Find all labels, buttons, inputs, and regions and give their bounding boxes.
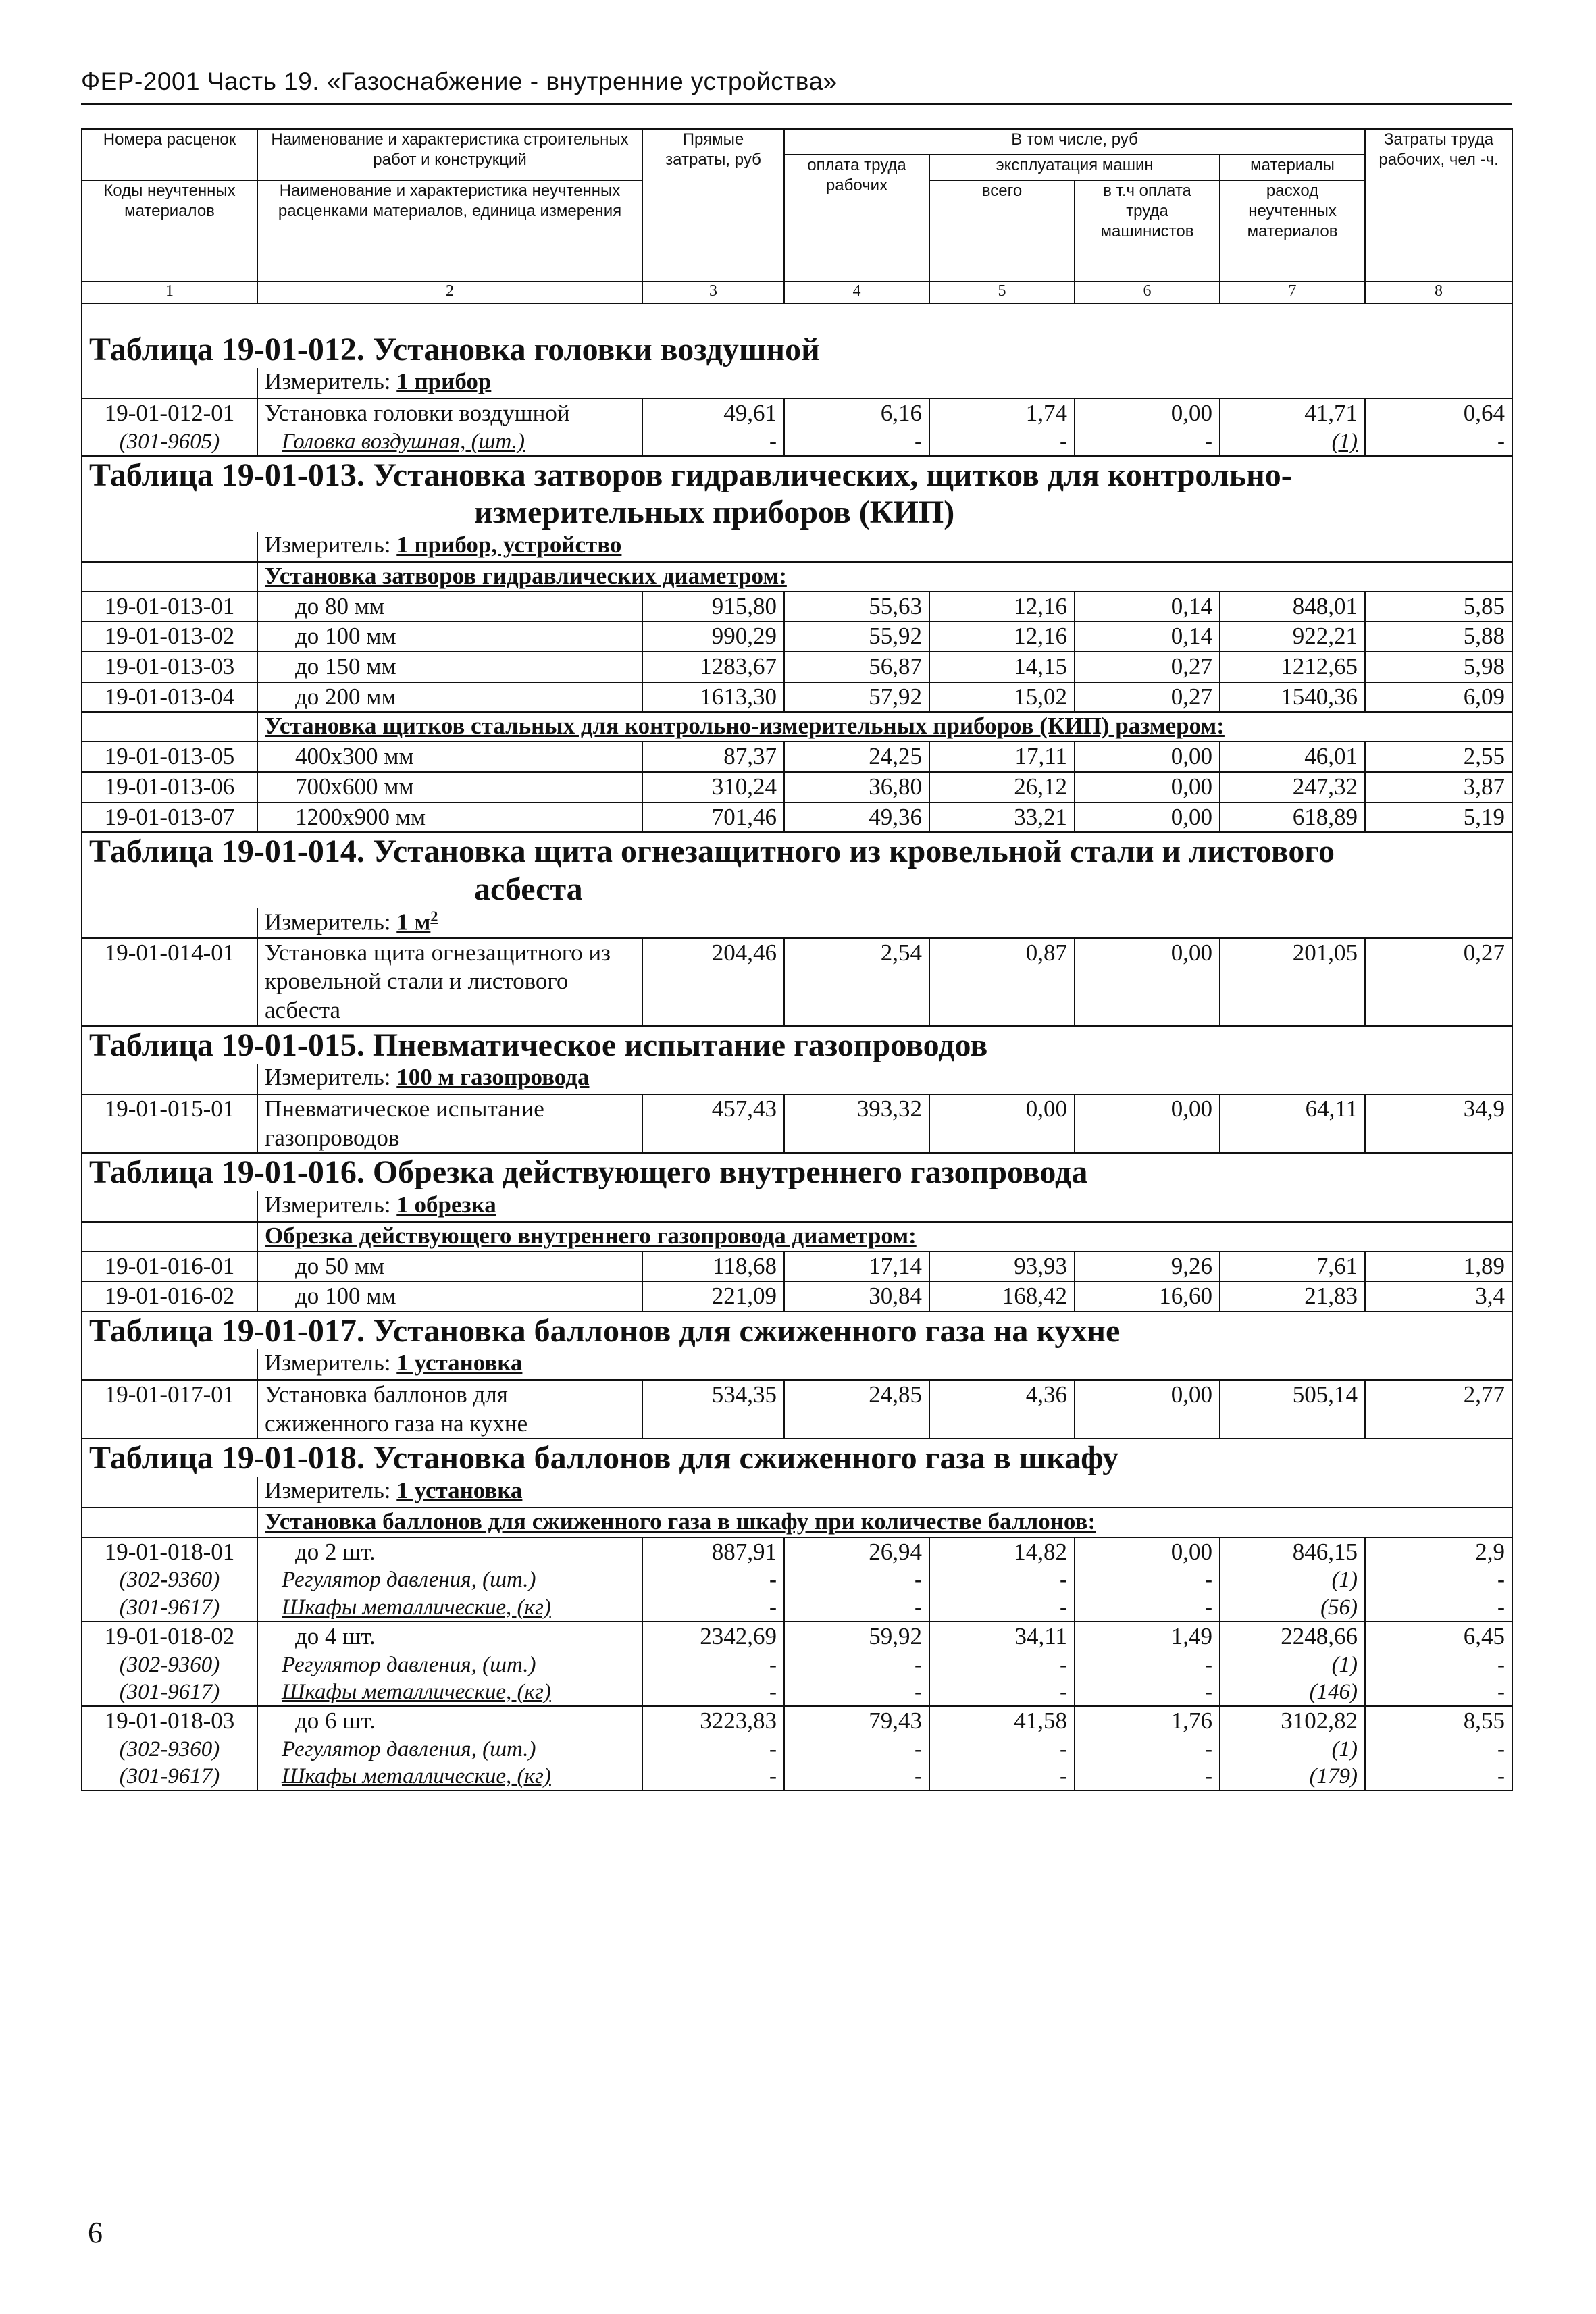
material-value: - <box>929 1651 1075 1678</box>
machines-total: 12,16 <box>929 621 1075 652</box>
material-value: (56) <box>1220 1594 1365 1622</box>
col-number: 6 <box>1075 282 1220 303</box>
table-title <box>82 456 1512 531</box>
page-number: 6 <box>88 2216 103 2249</box>
rate-code: 19-01-014-01 <box>82 938 257 1026</box>
rate-name: до 50 мм <box>257 1252 642 1282</box>
material-value: - <box>784 1763 929 1791</box>
materials: 201,05 <box>1220 938 1365 1026</box>
material-name: Головка воздушная, (шт.) <box>257 428 642 456</box>
measure-value: 1 обрезка <box>396 1191 496 1218</box>
operator-wages: 0,00 <box>1075 802 1220 833</box>
material-value: - <box>1365 1566 1512 1593</box>
materials: 618,89 <box>1220 802 1365 833</box>
material-value: (1) <box>1220 1651 1365 1678</box>
machines-total: 1,74 <box>929 398 1075 428</box>
col-header-rate-numbers: Номера расценок <box>82 129 257 180</box>
rate-name: до 150 мм <box>257 652 642 682</box>
direct-costs: 915,80 <box>642 592 784 622</box>
materials: 41,71 <box>1220 398 1365 428</box>
rate-code: 19-01-018-03 <box>82 1706 257 1736</box>
material-value: - <box>929 1678 1075 1706</box>
material-value: (146) <box>1220 1678 1365 1706</box>
table-row <box>82 772 1512 802</box>
page-header-title: ФЕР-2001 Часть 19. «Газоснабжение - внутренние устройства» <box>81 68 838 95</box>
wages: 2,54 <box>784 938 929 1026</box>
col-number: 5 <box>929 282 1075 303</box>
material-value: - <box>1075 1678 1220 1706</box>
labor: 1,89 <box>1365 1252 1512 1282</box>
materials: 846,15 <box>1220 1537 1365 1567</box>
operator-wages: 1,76 <box>1075 1706 1220 1736</box>
material-value: (1) <box>1220 1566 1365 1593</box>
col-header-material-names: Наименование и характеристика неучтенных расценками материалов, единица измерения <box>257 180 642 282</box>
operator-wages: 0,00 <box>1075 1537 1220 1567</box>
labor: 0,64 <box>1365 398 1512 428</box>
direct-costs: 1613,30 <box>642 682 784 713</box>
material-name: Регулятор давления, (шт.) <box>257 1651 642 1678</box>
rates-table <box>81 128 1513 1791</box>
table-row <box>82 1094 1512 1153</box>
labor: 5,19 <box>1365 802 1512 833</box>
machines-total: 14,82 <box>929 1537 1075 1567</box>
table-title-line2: измерительных приборов (КИП) <box>474 494 955 531</box>
direct-costs: 118,68 <box>642 1252 784 1282</box>
material-code: (301-9617) <box>82 1763 257 1791</box>
rate-code: 19-01-017-01 <box>82 1380 257 1439</box>
col-header-operator-wages: в т.ч оплата труда машинистов <box>1075 180 1220 282</box>
material-name: Шкафы металлические, (кг) <box>257 1594 642 1622</box>
material-value: - <box>642 1566 784 1593</box>
rate-code: 19-01-016-01 <box>82 1252 257 1282</box>
direct-costs: 887,91 <box>642 1537 784 1567</box>
rate-name: до 100 мм <box>257 621 642 652</box>
material-value: - <box>929 428 1075 456</box>
table-row <box>82 621 1512 652</box>
material-value: - <box>642 1736 784 1763</box>
rate-code: 19-01-013-02 <box>82 621 257 652</box>
table-row <box>82 652 1512 682</box>
table-title: Таблица 19-01-015. Пневматическое испытание газопроводов <box>82 1026 1512 1064</box>
rate-name: Установка баллонов для сжиженного газа на кухне <box>257 1380 642 1439</box>
material-code: (302-9360) <box>82 1651 257 1678</box>
operator-wages: 0,00 <box>1075 1380 1220 1439</box>
labor: 3,87 <box>1365 772 1512 802</box>
measure-label: Измеритель: <box>265 1476 397 1503</box>
col-number: 4 <box>784 282 929 303</box>
material-value: - <box>784 1566 929 1593</box>
material-value: - <box>1365 428 1512 456</box>
header-rule <box>81 103 1512 105</box>
labor: 34,9 <box>1365 1094 1512 1153</box>
direct-costs: 2342,69 <box>642 1622 784 1651</box>
material-value: - <box>642 1763 784 1791</box>
operator-wages: 1,49 <box>1075 1622 1220 1651</box>
direct-costs: 990,29 <box>642 621 784 652</box>
labor: 0,27 <box>1365 938 1512 1026</box>
material-code: (302-9360) <box>82 1566 257 1593</box>
operator-wages: 0,00 <box>1075 398 1220 428</box>
col-number: 7 <box>1220 282 1365 303</box>
col-number: 1 <box>82 282 257 303</box>
labor: 6,45 <box>1365 1622 1512 1651</box>
operator-wages: 0,00 <box>1075 742 1220 772</box>
wages: 6,16 <box>784 398 929 428</box>
direct-costs: 49,61 <box>642 398 784 428</box>
material-code: (302-9360) <box>82 1736 257 1763</box>
wages: 59,92 <box>784 1622 929 1651</box>
material-value: - <box>1075 1651 1220 1678</box>
wages: 57,92 <box>784 682 929 713</box>
col-header-material-codes: Коды неучтенных материалов <box>82 180 257 282</box>
table-title: Таблица 19-01-012. Установка головки воздушной <box>82 303 1512 368</box>
material-value: - <box>642 1594 784 1622</box>
wages: 30,84 <box>784 1281 929 1312</box>
operator-wages: 0,00 <box>1075 772 1220 802</box>
materials: 505,14 <box>1220 1380 1365 1439</box>
material-value: - <box>784 428 929 456</box>
materials: 3102,82 <box>1220 1706 1365 1736</box>
col-header-work-name: Наименование и характеристика строительных работ и конструкций <box>257 129 642 180</box>
machines-total: 0,00 <box>929 1094 1075 1153</box>
rate-name: до 100 мм <box>257 1281 642 1312</box>
rate-code: 19-01-016-02 <box>82 1281 257 1312</box>
col-header-labor: Затраты труда рабочих, чел -ч. <box>1365 129 1512 282</box>
table-row <box>82 1537 1512 1567</box>
measure-value: 1 установка <box>396 1476 523 1503</box>
labor: 3,4 <box>1365 1281 1512 1312</box>
material-value: - <box>1075 1763 1220 1791</box>
wages: 49,36 <box>784 802 929 833</box>
machines-total: 93,93 <box>929 1252 1075 1282</box>
wages: 26,94 <box>784 1537 929 1567</box>
table-row <box>82 1380 1512 1439</box>
subheading: Установка баллонов для сжиженного газа в шкафу при количестве баллонов: <box>265 1508 1096 1535</box>
material-value: - <box>1075 1566 1220 1593</box>
measure-value: 1 м <box>396 908 431 935</box>
material-code: (301-9617) <box>82 1594 257 1622</box>
material-code: (301-9617) <box>82 1678 257 1706</box>
material-name: Регулятор давления, (шт.) <box>257 1566 642 1593</box>
materials: 1540,36 <box>1220 682 1365 713</box>
table-title-line2: асбеста <box>474 871 583 907</box>
material-value: - <box>929 1736 1075 1763</box>
col-number: 8 <box>1365 282 1512 303</box>
machines-total: 14,15 <box>929 652 1075 682</box>
col-number: 2 <box>257 282 642 303</box>
col-header-machines: эксплуатация машин <box>929 155 1220 180</box>
labor: 2,77 <box>1365 1380 1512 1439</box>
machines-total: 168,42 <box>929 1281 1075 1312</box>
material-value: - <box>642 1651 784 1678</box>
direct-costs: 3223,83 <box>642 1706 784 1736</box>
subheading: Обрезка действующего внутреннего газопровода диаметром: <box>265 1222 917 1249</box>
table-row <box>82 1281 1512 1312</box>
wages: 36,80 <box>784 772 929 802</box>
measure-label: Измеритель: <box>265 908 397 935</box>
rate-code: 19-01-015-01 <box>82 1094 257 1153</box>
material-row <box>82 1678 1512 1706</box>
operator-wages: 0,27 <box>1075 682 1220 713</box>
operator-wages: 16,60 <box>1075 1281 1220 1312</box>
material-value: - <box>784 1736 929 1763</box>
labor: 2,55 <box>1365 742 1512 772</box>
wages: 393,32 <box>784 1094 929 1153</box>
measure-label: Измеритель: <box>265 1063 397 1090</box>
wages: 17,14 <box>784 1252 929 1282</box>
material-value: - <box>1365 1763 1512 1791</box>
table-row <box>82 1622 1512 1651</box>
subheading: Установка щитков стальных для контрольно-измерительных приборов (КИП) размером: <box>265 713 1225 740</box>
rate-code: 19-01-018-02 <box>82 1622 257 1651</box>
direct-costs: 1283,67 <box>642 652 784 682</box>
labor: 5,98 <box>1365 652 1512 682</box>
machines-total: 41,58 <box>929 1706 1075 1736</box>
table-row <box>82 938 1512 1026</box>
rate-name: до 80 мм <box>257 592 642 622</box>
rates-document <box>81 128 1512 1791</box>
rate-code: 19-01-013-01 <box>82 592 257 622</box>
material-name: Шкафы металлические, (кг) <box>257 1763 642 1791</box>
material-value: - <box>1075 428 1220 456</box>
machines-total: 0,87 <box>929 938 1075 1026</box>
material-name: Шкафы металлические, (кг) <box>257 1678 642 1706</box>
material-value: - <box>1075 1736 1220 1763</box>
col-header-materials: материалы <box>1220 155 1365 180</box>
table-title: Таблица 19-01-017. Установка баллонов для сжиженного газа на кухне <box>82 1312 1512 1349</box>
machines-total: 17,11 <box>929 742 1075 772</box>
direct-costs: 310,24 <box>642 772 784 802</box>
operator-wages: 9,26 <box>1075 1252 1220 1282</box>
measure-label: Измеритель: <box>265 531 397 558</box>
material-value: (1) <box>1220 428 1365 456</box>
col-header-material-use: расход неучтенных материалов <box>1220 180 1365 282</box>
wages: 55,92 <box>784 621 929 652</box>
material-value: - <box>929 1594 1075 1622</box>
table-title: Таблица 19-01-016. Обрезка действующего внутреннего газопровода <box>82 1153 1512 1191</box>
materials: 64,11 <box>1220 1094 1365 1153</box>
material-row <box>82 1594 1512 1622</box>
rate-name: до 6 шт. <box>257 1706 642 1736</box>
rate-code: 19-01-013-05 <box>82 742 257 772</box>
material-value: (179) <box>1220 1763 1365 1791</box>
material-value: - <box>784 1651 929 1678</box>
materials: 2248,66 <box>1220 1622 1365 1651</box>
direct-costs: 534,35 <box>642 1380 784 1439</box>
subheading: Установка затворов гидравлических диаметром: <box>265 562 787 589</box>
material-value: - <box>642 428 784 456</box>
machines-total: 15,02 <box>929 682 1075 713</box>
measure-label: Измеритель: <box>265 368 397 395</box>
machines-total: 33,21 <box>929 802 1075 833</box>
measure-value: 100 м газопровода <box>396 1063 590 1090</box>
material-row <box>82 1736 1512 1763</box>
materials: 7,61 <box>1220 1252 1365 1282</box>
measure-superscript: 2 <box>430 907 438 925</box>
materials: 46,01 <box>1220 742 1365 772</box>
table-row <box>82 742 1512 772</box>
materials: 848,01 <box>1220 592 1365 622</box>
rate-name: 400x300 мм <box>257 742 642 772</box>
direct-costs: 701,46 <box>642 802 784 833</box>
material-value: - <box>784 1594 929 1622</box>
rate-name: до 200 мм <box>257 682 642 713</box>
material-value: (1) <box>1220 1736 1365 1763</box>
material-value: - <box>929 1566 1075 1593</box>
wages: 24,25 <box>784 742 929 772</box>
material-value: - <box>784 1678 929 1706</box>
table-row <box>82 1252 1512 1282</box>
rate-name: 1200x900 мм <box>257 802 642 833</box>
rate-name: Пневматическое испытание газопроводов <box>257 1094 642 1153</box>
machines-total: 26,12 <box>929 772 1075 802</box>
material-value: - <box>1365 1678 1512 1706</box>
material-row <box>82 1566 1512 1593</box>
col-header-direct-costs: Прямые затраты, руб <box>642 129 784 282</box>
measure-value: 1 прибор <box>396 368 492 395</box>
wages: 55,63 <box>784 592 929 622</box>
material-code: (301-9605) <box>82 428 257 456</box>
material-name: Регулятор давления, (шт.) <box>257 1736 642 1763</box>
labor: 6,09 <box>1365 682 1512 713</box>
col-header-including: В том числе, руб <box>784 129 1365 155</box>
material-value: - <box>642 1678 784 1706</box>
table-title-line1: Таблица 19-01-014. Установка щита огнезащитного из кровельной стали и листового <box>89 833 1335 870</box>
machines-total: 12,16 <box>929 592 1075 622</box>
labor: 8,55 <box>1365 1706 1512 1736</box>
operator-wages: 0,27 <box>1075 652 1220 682</box>
measure-value: 1 установка <box>396 1349 523 1377</box>
table-row <box>82 682 1512 713</box>
rate-name: Установка головки воздушной <box>257 398 642 428</box>
labor: 5,85 <box>1365 592 1512 622</box>
machines-total: 34,11 <box>929 1622 1075 1651</box>
labor: 2,9 <box>1365 1537 1512 1567</box>
col-number: 3 <box>642 282 784 303</box>
table-row <box>82 802 1512 833</box>
rate-code: 19-01-013-04 <box>82 682 257 713</box>
operator-wages: 0,14 <box>1075 592 1220 622</box>
material-value: - <box>1365 1594 1512 1622</box>
col-header-wages: оплата труда рабочих <box>784 155 929 282</box>
table-row <box>82 1706 1512 1736</box>
labor: 5,88 <box>1365 621 1512 652</box>
direct-costs: 204,46 <box>642 938 784 1026</box>
material-value: - <box>929 1763 1075 1791</box>
rate-name: до 4 шт. <box>257 1622 642 1651</box>
wages: 79,43 <box>784 1706 929 1736</box>
operator-wages: 0,14 <box>1075 621 1220 652</box>
operator-wages: 0,00 <box>1075 938 1220 1026</box>
materials: 247,32 <box>1220 772 1365 802</box>
rate-code: 19-01-013-06 <box>82 772 257 802</box>
rate-name: 700x600 мм <box>257 772 642 802</box>
rate-name: Установка щита огнезащитного из кровельной стали и листового асбеста <box>257 938 642 1026</box>
material-value: - <box>1075 1594 1220 1622</box>
table-row <box>82 592 1512 622</box>
machines-total: 4,36 <box>929 1380 1075 1439</box>
material-value: - <box>1365 1651 1512 1678</box>
wages: 24,85 <box>784 1380 929 1439</box>
table-title-line1: Таблица 19-01-013. Установка затворов гидравлических, щитков для контрольно- <box>89 457 1292 494</box>
operator-wages: 0,00 <box>1075 1094 1220 1153</box>
measure-label: Измеритель: <box>265 1349 397 1377</box>
measure-value: 1 прибор, устройство <box>396 531 622 558</box>
wages: 56,87 <box>784 652 929 682</box>
materials: 922,21 <box>1220 621 1365 652</box>
materials: 1212,65 <box>1220 652 1365 682</box>
material-row <box>82 1651 1512 1678</box>
rate-code: 19-01-013-03 <box>82 652 257 682</box>
materials: 21,83 <box>1220 1281 1365 1312</box>
material-value: - <box>1365 1736 1512 1763</box>
rate-code: 19-01-013-07 <box>82 802 257 833</box>
col-header-machines-total: всего <box>929 180 1075 282</box>
direct-costs: 221,09 <box>642 1281 784 1312</box>
direct-costs: 457,43 <box>642 1094 784 1153</box>
table-title <box>82 832 1512 907</box>
rate-code: 19-01-018-01 <box>82 1537 257 1567</box>
material-row <box>82 1763 1512 1791</box>
rate-code: 19-01-012-01 <box>82 398 257 428</box>
measure-label: Измеритель: <box>265 1191 397 1218</box>
table-title: Таблица 19-01-018. Установка баллонов для сжиженного газа в шкафу <box>82 1439 1512 1476</box>
direct-costs: 87,37 <box>642 742 784 772</box>
rate-name: до 2 шт. <box>257 1537 642 1567</box>
